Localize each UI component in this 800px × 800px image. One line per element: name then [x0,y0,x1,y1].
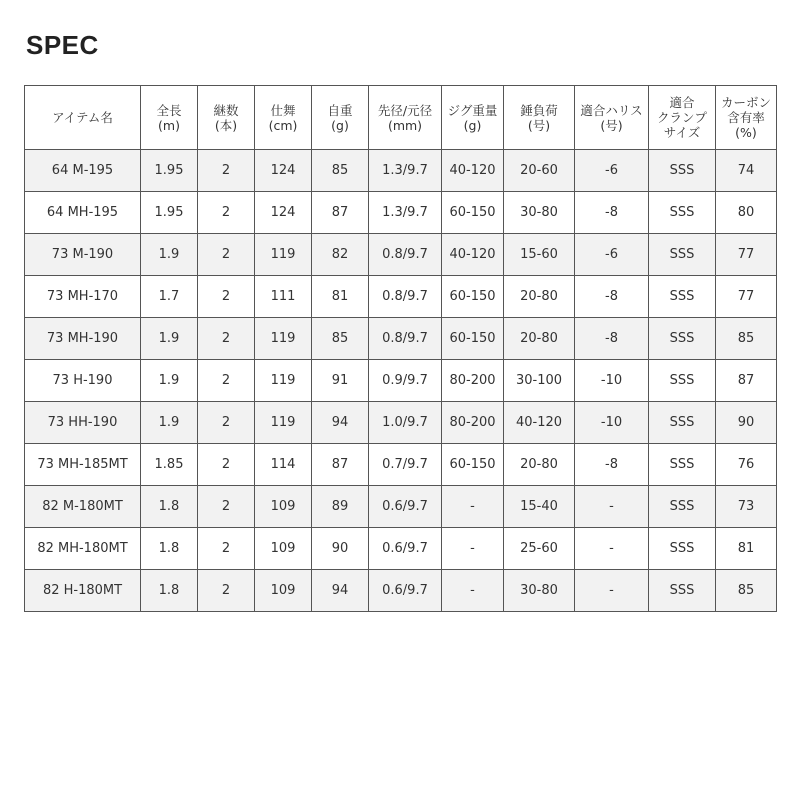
cell-tip-butt-diameter: 0.7/9.7 [369,444,442,486]
cell-pieces: 2 [198,318,255,360]
cell-jig-weight: 80-200 [442,360,504,402]
cell-closed-length: 119 [255,402,312,444]
cell-lure-weight: 30-80 [504,570,575,612]
table-body [25,150,777,612]
cell-tippet: - [575,528,649,570]
column-header-line: 含有率 [727,110,765,125]
column-header-clamp-size [649,86,716,150]
cell-length: 1.8 [141,570,198,612]
cell-lure-weight: 40-120 [504,402,575,444]
cell-item-name: 64 M-195 [25,150,141,192]
cell-clamp-size: SSS [649,234,716,276]
cell-weight: 87 [312,192,369,234]
column-header-line: (m) [158,117,180,133]
cell-clamp-size: SSS [649,444,716,486]
cell-tip-butt-diameter: 1.3/9.7 [369,150,442,192]
table-row [25,276,777,318]
column-header-carbon-content [716,86,777,150]
cell-lure-weight: 20-60 [504,150,575,192]
cell-tip-butt-diameter: 0.8/9.7 [369,234,442,276]
cell-closed-length: 109 [255,528,312,570]
cell-length: 1.9 [141,234,198,276]
cell-clamp-size: SSS [649,402,716,444]
column-header-line: アイテム名 [52,110,113,125]
cell-carbon-content: 85 [716,570,777,612]
cell-weight: 81 [312,276,369,318]
cell-item-name: 82 MH-180MT [25,528,141,570]
cell-tippet: -8 [575,276,649,318]
cell-carbon-content: 77 [716,234,777,276]
cell-tippet: -10 [575,360,649,402]
cell-carbon-content: 77 [716,276,777,318]
cell-lure-weight: 30-80 [504,192,575,234]
cell-pieces: 2 [198,486,255,528]
column-header-line: (g) [331,117,349,133]
column-header-line: (mm) [387,117,423,133]
cell-item-name: 73 M-190 [25,234,141,276]
cell-carbon-content: 80 [716,192,777,234]
table-row [25,528,777,570]
cell-tippet: -6 [575,234,649,276]
cell-weight: 85 [312,150,369,192]
cell-clamp-size: SSS [649,318,716,360]
cell-jig-weight: 40-120 [442,234,504,276]
cell-tip-butt-diameter: 1.0/9.7 [369,402,442,444]
column-header-line: (cm) [268,117,298,133]
cell-closed-length: 119 [255,318,312,360]
cell-closed-length: 124 [255,192,312,234]
cell-carbon-content: 90 [716,402,777,444]
cell-clamp-size: SSS [649,528,716,570]
table-row [25,570,777,612]
cell-jig-weight: - [442,486,504,528]
column-header-lure-weight [504,86,575,150]
column-header-tippet [575,86,649,150]
cell-closed-length: 109 [255,570,312,612]
cell-lure-weight: 15-60 [504,234,575,276]
cell-weight: 82 [312,234,369,276]
cell-lure-weight: 25-60 [504,528,575,570]
cell-jig-weight: 80-200 [442,402,504,444]
cell-weight: 91 [312,360,369,402]
cell-item-name: 64 MH-195 [25,192,141,234]
cell-carbon-content: 87 [716,360,777,402]
cell-jig-weight: - [442,570,504,612]
cell-closed-length: 119 [255,360,312,402]
table-row [25,444,777,486]
page-title: SPEC [26,30,99,60]
cell-carbon-content: 76 [716,444,777,486]
table-row [25,192,777,234]
column-header-length [141,86,198,150]
cell-item-name: 82 H-180MT [25,570,141,612]
column-header-line: 適合ハリス [580,102,643,118]
cell-length: 1.9 [141,360,198,402]
cell-closed-length: 124 [255,150,312,192]
cell-tippet: - [575,570,649,612]
column-header-jig-weight [442,86,504,150]
cell-item-name: 73 MH-185MT [25,444,141,486]
cell-tip-butt-diameter: 0.8/9.7 [369,276,442,318]
cell-lure-weight: 20-80 [504,444,575,486]
cell-closed-length: 111 [255,276,312,318]
cell-pieces: 2 [198,402,255,444]
column-header-line: 錘負荷 [520,102,558,118]
column-header-line: 適合 [669,95,695,110]
cell-jig-weight: - [442,528,504,570]
column-header-line: 自重 [327,102,353,118]
column-header-line: (%) [735,125,757,140]
cell-lure-weight: 30-100 [504,360,575,402]
cell-item-name: 73 MH-170 [25,276,141,318]
cell-pieces: 2 [198,360,255,402]
cell-jig-weight: 60-150 [442,444,504,486]
column-header-line: 仕舞 [270,102,296,118]
column-header-pieces [198,86,255,150]
cell-closed-length: 109 [255,486,312,528]
column-header-line: サイズ [663,125,701,140]
cell-length: 1.8 [141,486,198,528]
cell-jig-weight: 60-150 [442,318,504,360]
cell-pieces: 2 [198,234,255,276]
cell-weight: 94 [312,570,369,612]
cell-item-name: 73 MH-190 [25,318,141,360]
table-row [25,402,777,444]
cell-carbon-content: 74 [716,150,777,192]
column-header-line: (g) [463,117,482,133]
column-header-tip-butt-diameter [369,86,442,150]
table-row [25,150,777,192]
cell-pieces: 2 [198,192,255,234]
cell-length: 1.7 [141,276,198,318]
column-header-line: (号) [600,117,623,133]
cell-jig-weight: 60-150 [442,276,504,318]
cell-jig-weight: 60-150 [442,192,504,234]
cell-clamp-size: SSS [649,150,716,192]
column-header-line: (号) [527,117,551,133]
cell-clamp-size: SSS [649,486,716,528]
cell-weight: 89 [312,486,369,528]
cell-tip-butt-diameter: 0.6/9.7 [369,528,442,570]
cell-closed-length: 114 [255,444,312,486]
cell-tippet: -10 [575,402,649,444]
table-row [25,360,777,402]
column-header-line: 全長 [156,102,182,118]
cell-length: 1.8 [141,528,198,570]
cell-pieces: 2 [198,150,255,192]
table-header-row [25,86,777,150]
cell-carbon-content: 85 [716,318,777,360]
cell-pieces: 2 [198,444,255,486]
cell-length: 1.9 [141,402,198,444]
cell-tip-butt-diameter: 0.8/9.7 [369,318,442,360]
cell-clamp-size: SSS [649,360,716,402]
cell-pieces: 2 [198,528,255,570]
cell-pieces: 2 [198,276,255,318]
cell-lure-weight: 20-80 [504,318,575,360]
table-row [25,234,777,276]
column-header-line: クランプ [656,110,707,125]
cell-pieces: 2 [198,570,255,612]
column-header-line: カーボン [720,95,771,110]
column-header-line: (本) [214,117,238,133]
column-header-weight [312,86,369,150]
table-row [25,318,777,360]
cell-item-name: 82 M-180MT [25,486,141,528]
cell-length: 1.85 [141,444,198,486]
cell-weight: 85 [312,318,369,360]
column-header-item-name [25,86,141,150]
column-header-line: 先径/元径 [377,102,433,118]
cell-clamp-size: SSS [649,570,716,612]
cell-tip-butt-diameter: 0.6/9.7 [369,486,442,528]
cell-lure-weight: 20-80 [504,276,575,318]
cell-item-name: 73 HH-190 [25,402,141,444]
cell-tippet: -8 [575,192,649,234]
cell-jig-weight: 40-120 [442,150,504,192]
cell-weight: 87 [312,444,369,486]
cell-clamp-size: SSS [649,276,716,318]
cell-weight: 90 [312,528,369,570]
column-header-line: ジグ重量 [447,102,498,118]
cell-tip-butt-diameter: 1.3/9.7 [369,192,442,234]
spec-table [24,85,777,612]
cell-item-name: 73 H-190 [25,360,141,402]
cell-lure-weight: 15-40 [504,486,575,528]
cell-length: 1.95 [141,150,198,192]
cell-tippet: - [575,486,649,528]
table-row [25,486,777,528]
cell-closed-length: 119 [255,234,312,276]
cell-tippet: -6 [575,150,649,192]
cell-tip-butt-diameter: 0.9/9.7 [369,360,442,402]
cell-weight: 94 [312,402,369,444]
cell-tippet: -8 [575,318,649,360]
cell-carbon-content: 81 [716,528,777,570]
cell-length: 1.9 [141,318,198,360]
cell-carbon-content: 73 [716,486,777,528]
cell-clamp-size: SSS [649,192,716,234]
column-header-closed-length [255,86,312,150]
column-header-line: 継数 [213,102,239,118]
cell-tippet: -8 [575,444,649,486]
cell-length: 1.95 [141,192,198,234]
cell-tip-butt-diameter: 0.6/9.7 [369,570,442,612]
